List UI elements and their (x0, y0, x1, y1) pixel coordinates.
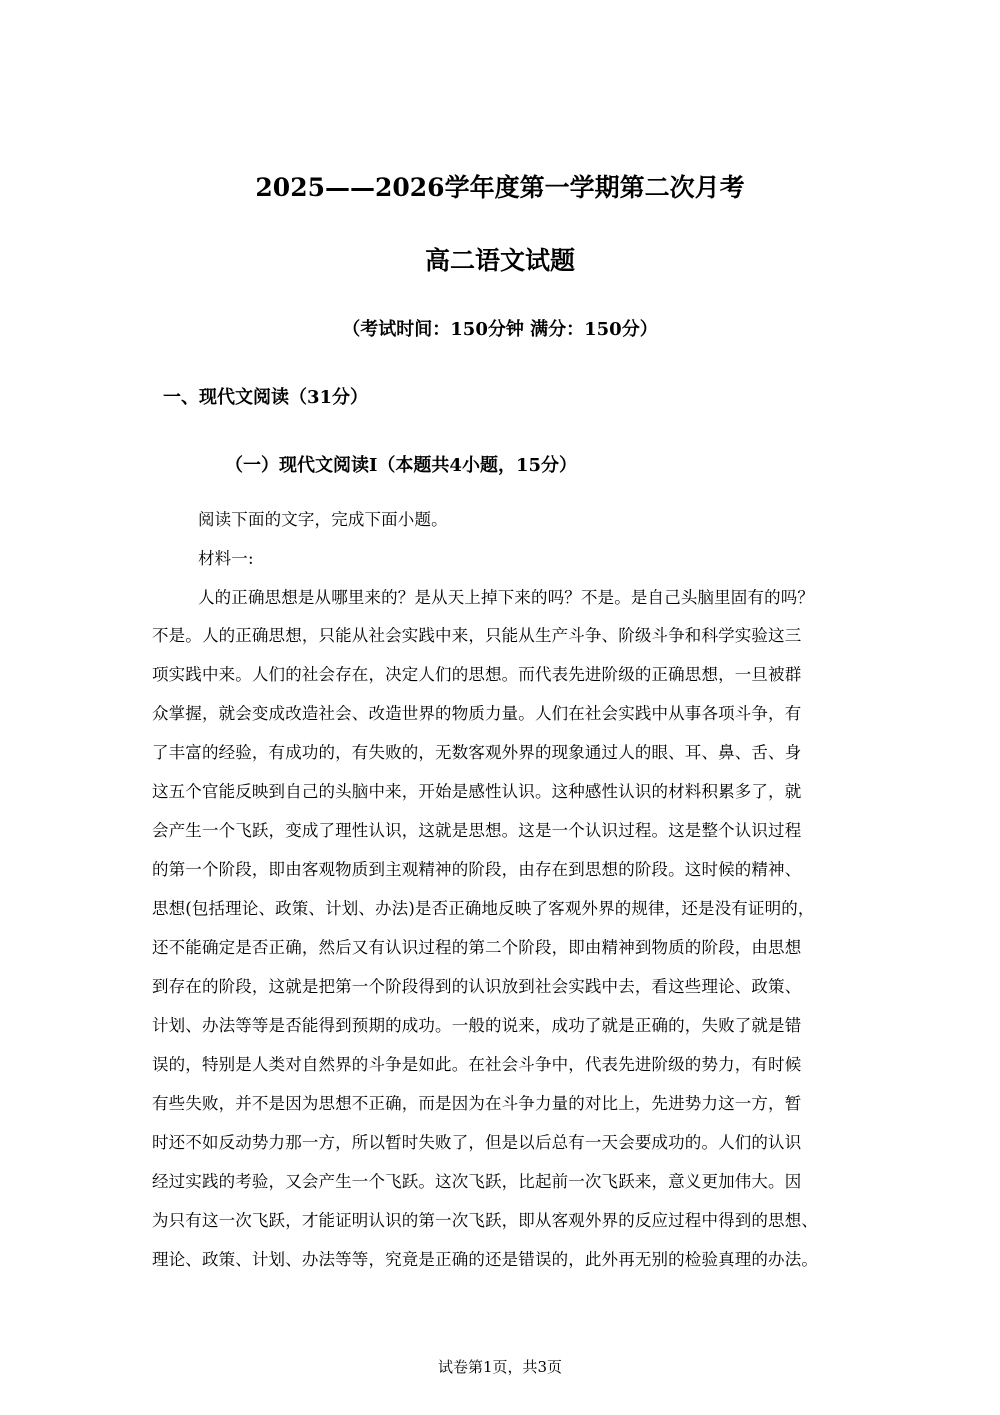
page-footer: 试卷第1页，共3页 (437, 1358, 563, 1376)
exam-info: （考试时间：150分钟 满分：150分） (342, 319, 658, 340)
subsection-heading: （一）现代文阅读Ⅰ（本题共4小题，15分） (225, 455, 577, 476)
exam-title: 2025——2026学年度第一学期第二次月考 (255, 173, 745, 202)
passage-line: 还不能确定是否正确，然后又有认识过程的第二个阶段，即由精神到物质的阶段，由思想 (152, 938, 802, 957)
passage-line: 理论、政策、计划、办法等等，究竟是正确的还是错误的，此外再无别的检验真理的办法。 (152, 1250, 818, 1269)
passage-line: 误的，特别是人类对自然界的斗争是如此。在社会斗争中，代表先进阶级的势力，有时候 (152, 1055, 802, 1074)
passage-line: 众掌握，就会变成改造社会、改造世界的物质力量。人们在社会实践中从事各项斗争，有 (152, 704, 802, 723)
passage-line: 到存在的阶段，这就是把第一个阶段得到的认识放到社会实践中去，看这些理论、政策、 (152, 977, 802, 996)
passage-line: 思想(包括理论、政策、计划、办法)是否正确地反映了客观外界的规律，还是没有证明的， (152, 899, 815, 918)
passage-line: 经过实践的考验，又会产生一个飞跃。这次飞跃，比起前一次飞跃来，意义更加伟大。因 (152, 1172, 802, 1191)
passage-line: 为只有这一次飞跃，才能证明认识的第一次飞跃，即从客观外界的反应过程中得到的思想、 (152, 1211, 818, 1230)
passage-line: 不是。人的正确思想，只能从社会实践中来，只能从生产斗争、阶级斗争和科学实验这三 (152, 626, 802, 645)
passage-line: 会产生一个飞跃，变成了理性认识，这就是思想。这是一个认识过程。这是整个认识过程 (152, 821, 802, 840)
passage-line: 计划、办法等等是否能得到预期的成功。一般的说来，成功了就是正确的，失败了就是错 (152, 1016, 802, 1035)
passage-line: 时还不如反动势力那一方，所以暂时失败了，但是以后总有一天会要成功的。人们的认识 (152, 1133, 802, 1152)
passage-line: 项实践中来。人们的社会存在，决定人们的思想。而代表先进阶级的正确思想，一旦被群 (152, 665, 802, 684)
passage-line: 了丰富的经验，有成功的，有失败的，无数客观外界的现象通过人的眼、耳、鼻、舌、身 (152, 743, 802, 762)
section-heading: 一、现代文阅读（31分） (163, 387, 369, 408)
passage-line: 的第一个阶段，即由客观物质到主观精神的阶段，由存在到思想的阶段。这时候的精神、 (152, 860, 802, 879)
passage-line: 这五个官能反映到自己的头脑中来，开始是感性认识。这种感性认识的材料积累多了，就 (152, 782, 802, 801)
passage-line: 人的正确思想是从哪里来的？是从天上掉下来的吗？不是。是自己头脑里固有的吗？ (198, 588, 815, 607)
instruction-text: 阅读下面的文字，完成下面小题。 (198, 510, 448, 529)
passage-line: 有些失败，并不是因为思想不正确，而是因为在斗争力量的对比上，先进势力这一方，暂 (152, 1094, 802, 1113)
material-label: 材料一: (198, 549, 254, 568)
subject-title: 高二语文试题 (424, 246, 575, 275)
